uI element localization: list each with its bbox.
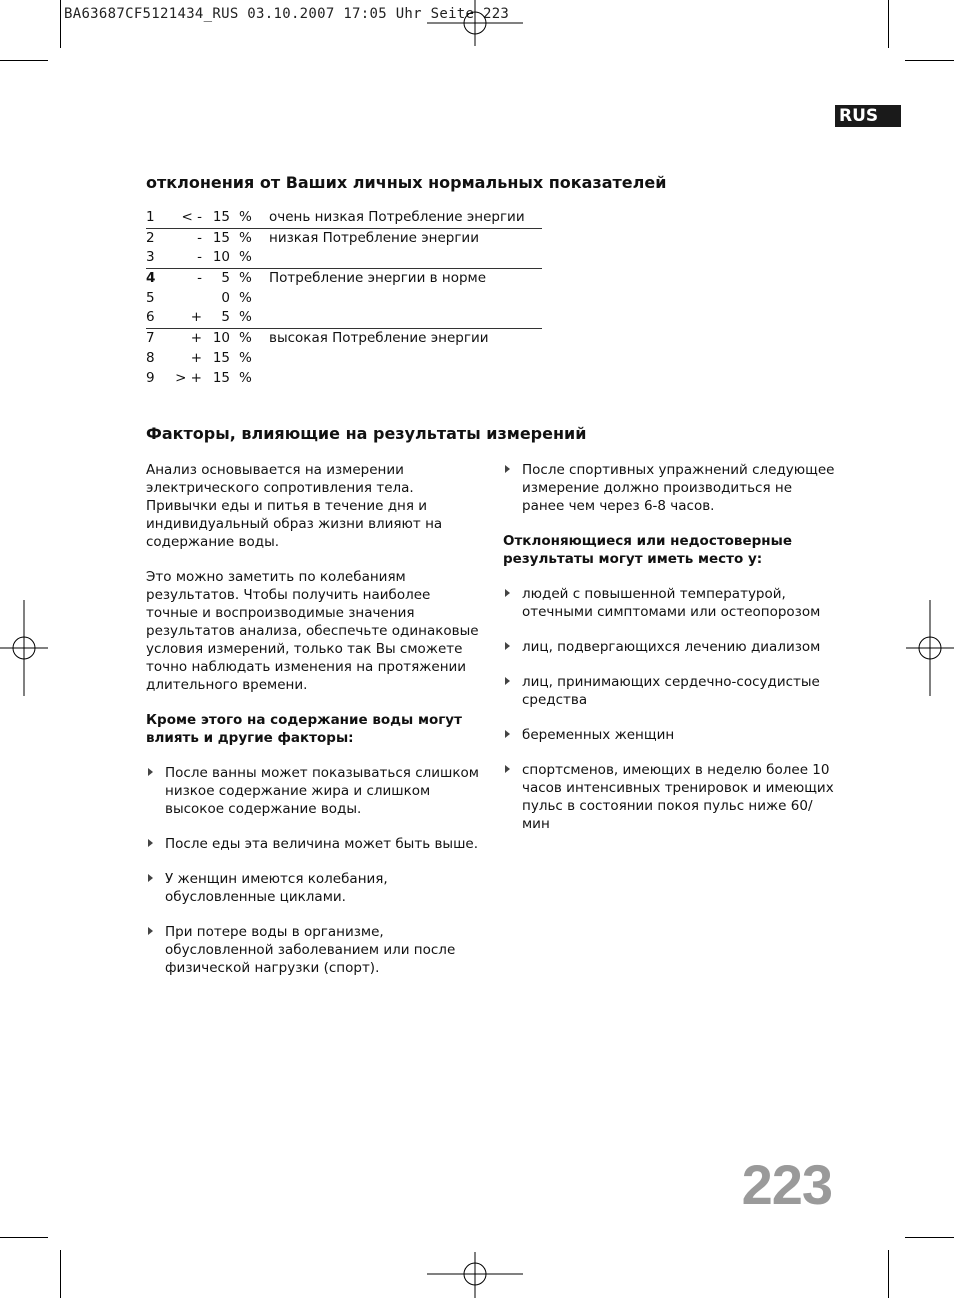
paragraph: Это можно заметить по колебаниям результатов. Чтобы получить наиболее точные и воспроизводимые значения результатов анализа, обеспечьте одинаковые условия измерений, только так Вы сможете точно наблюдать изменения на протяжении длительного времени.	[146, 569, 479, 693]
row-index: 9	[146, 369, 155, 386]
row-value: 15	[212, 209, 230, 225]
row-percent: %	[239, 349, 252, 366]
table-row	[146, 329, 542, 349]
paragraph: Анализ основывается на измерении электрического сопротивления тела. Привычки еды и питья в течение дня и индивидуальный образ жизни влияют на содержание воды.	[146, 462, 443, 550]
table-row	[146, 269, 542, 289]
row-index: 1	[146, 209, 155, 225]
row-description: Потребление энергии в норме	[269, 270, 487, 287]
row-index: 5	[146, 289, 155, 306]
print-header: BA63687CF5121434_RUS 03.10.2007 17:05 Uhr Seite 223	[64, 6, 510, 22]
row-percent: %	[239, 229, 252, 246]
row-index: 6	[146, 309, 155, 326]
page-number: 223	[741, 1153, 832, 1216]
row-sign: +	[190, 309, 202, 326]
row-index: 2	[146, 229, 155, 246]
row-value: 15	[212, 369, 230, 386]
list-item-text: У женщин имеются колебания, обусловленные циклами.	[165, 871, 388, 905]
factors-title: Факторы, влияющие на результаты измерений	[146, 424, 587, 443]
table-row	[146, 308, 542, 329]
table-row	[146, 248, 542, 269]
list-item	[503, 726, 838, 744]
bullet-arrow-icon	[148, 927, 153, 935]
registration-mark-top	[427, 0, 523, 48]
bold-heading: Кроме этого на содержание воды могут влиять и другие факторы:	[146, 712, 462, 746]
bold-heading: Отклоняющиеся или недостоверные результаты могут иметь место у:	[503, 533, 792, 567]
table-row	[146, 289, 542, 309]
bullet-arrow-icon	[505, 677, 510, 685]
bullet-arrow-icon	[505, 589, 510, 597]
list-item	[503, 638, 838, 656]
bullet-arrow-icon	[148, 768, 153, 776]
row-description: низкая Потребление энергии	[269, 229, 479, 246]
row-sign: +	[190, 349, 202, 366]
list-item-text: После ванны может показываться слишком низкое содержание жира и слишком высокое содержание воды.	[165, 765, 479, 817]
row-sign: -	[197, 270, 202, 287]
table-row	[146, 228, 542, 249]
row-percent: %	[239, 369, 252, 386]
deviation-table-title: отклонения от Ваших личных нормальных показателей	[146, 173, 667, 192]
list-item	[503, 461, 838, 515]
table-row	[146, 349, 542, 369]
bullet-arrow-icon	[505, 642, 510, 650]
row-percent: %	[239, 330, 252, 347]
list-item-text: После еды эта величина может быть выше.	[165, 836, 479, 852]
row-sign: < -	[181, 209, 202, 225]
list-item-text: После спортивных упражнений следующее измерение должно производиться не ранее чем через 6-8 часов.	[522, 462, 835, 514]
list-item	[146, 835, 481, 853]
row-value: 10	[212, 249, 230, 266]
list-item	[503, 761, 838, 833]
row-percent: %	[239, 289, 252, 306]
list-item-text: лиц, подвергающихся лечению диализом	[522, 639, 821, 655]
registration-mark-left	[0, 600, 48, 696]
list-item	[146, 870, 481, 906]
language-badge: RUS	[835, 105, 901, 127]
table-row	[146, 208, 542, 228]
row-percent: %	[239, 249, 252, 266]
row-index: 8	[146, 349, 155, 366]
row-value: 15	[212, 349, 230, 366]
row-sign: -	[197, 249, 202, 266]
list-item-text: беременных женщин	[522, 727, 675, 743]
list-item	[146, 923, 481, 977]
bullet-arrow-icon	[148, 874, 153, 882]
row-percent: %	[239, 209, 252, 225]
row-value: 10	[212, 330, 230, 347]
row-value: 5	[221, 270, 230, 287]
list-item	[503, 673, 838, 709]
row-sign: > +	[175, 369, 202, 386]
row-sign: +	[190, 330, 202, 347]
bullet-arrow-icon	[505, 730, 510, 738]
list-item-text: лиц, принимающих сердечно-сосудистые средства	[522, 674, 820, 708]
registration-mark-bottom	[427, 1250, 523, 1298]
bullet-arrow-icon	[505, 765, 510, 773]
row-value: 15	[212, 229, 230, 246]
right-column	[503, 461, 838, 850]
table-row	[146, 369, 542, 389]
row-index: 7	[146, 330, 155, 347]
bullet-arrow-icon	[505, 465, 510, 473]
row-index: 4	[146, 270, 156, 287]
list-item-text: людей с повышенной температурой, отечными симптомами или остеопорозом	[522, 586, 821, 620]
bullet-arrow-icon	[148, 839, 153, 847]
list-item-text: При потере воды в организме, обусловленной заболеванием или после физической нагрузки (спорт).	[165, 924, 456, 976]
row-value: 0	[221, 289, 230, 306]
row-index: 3	[146, 249, 155, 266]
deviation-table	[146, 208, 542, 388]
row-description: высокая Потребление энергии	[269, 330, 489, 347]
row-value: 5	[221, 309, 230, 326]
list-item	[146, 764, 481, 818]
registration-mark-right	[906, 600, 954, 696]
list-item	[503, 585, 838, 621]
row-percent: %	[239, 270, 252, 287]
list-item-text: спортсменов, имеющих в неделю более 10 часов интенсивных тренировок и имеющих пульс в состоянии покоя пульс ниже 60/мин	[522, 762, 834, 832]
row-sign: -	[197, 229, 202, 246]
row-description: очень низкая Потребление энергии	[269, 209, 525, 225]
row-percent: %	[239, 309, 252, 326]
left-column	[146, 461, 481, 994]
